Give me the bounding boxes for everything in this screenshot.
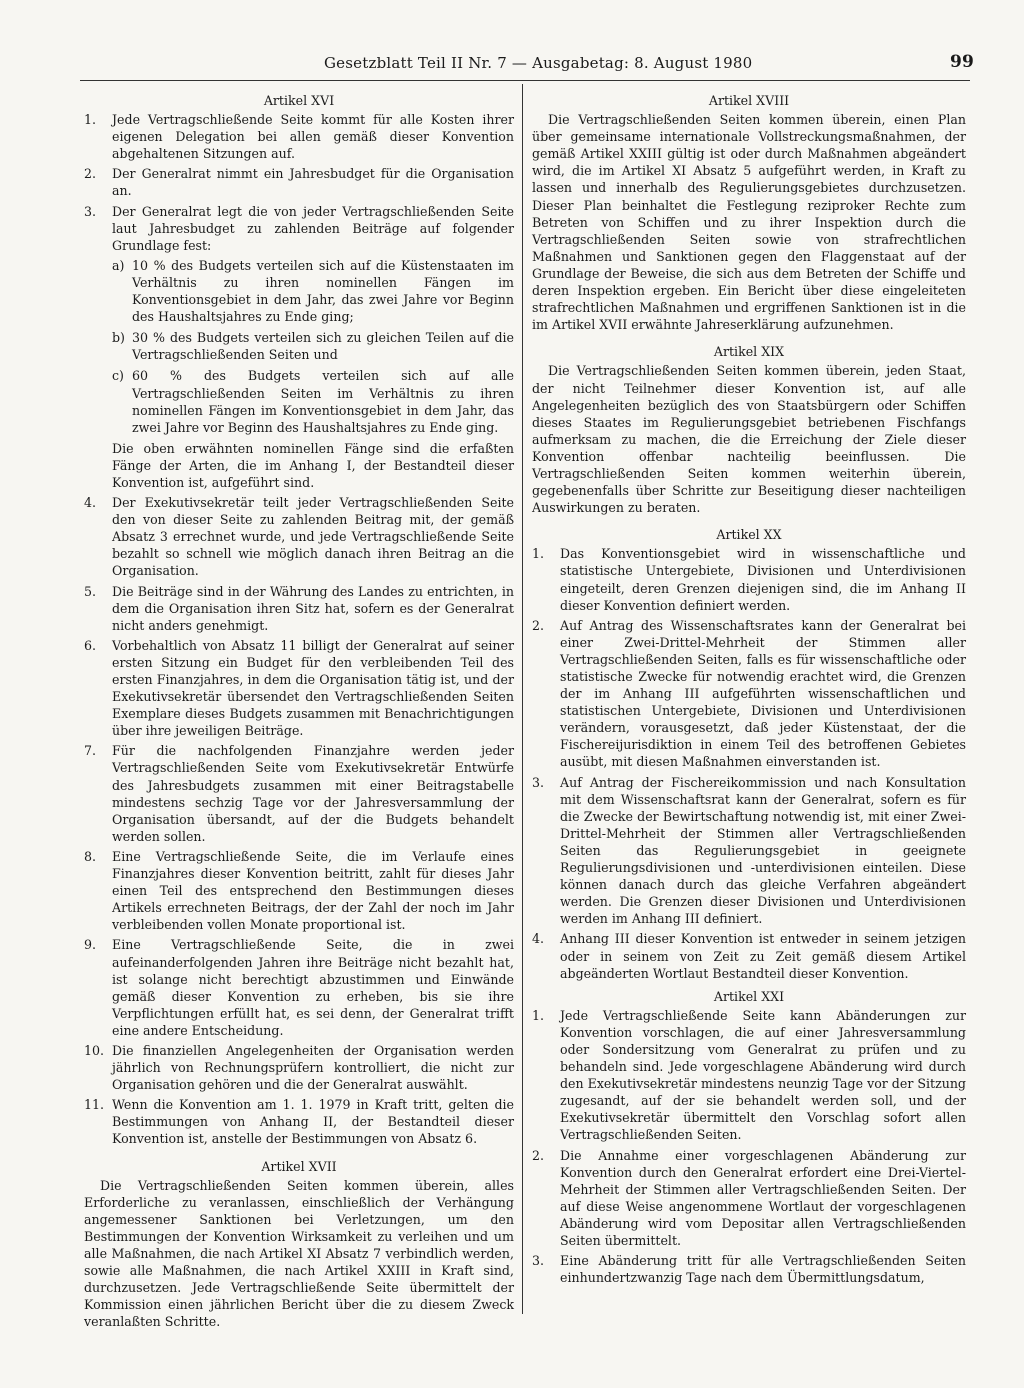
item-number: 4. — [84, 495, 97, 511]
item-text: Eine Vertragschließende Seite, die in zwei aufeinanderfolgenden Jahren ihre Beiträge nicht bezahlt hat, ist solange nicht berechtigt abzustimmen und Einwände gemäß dieser Konvention zu erheben, bis sie ihre Verpflichtungen erfüllt hat, es sei denn, der Generalrat trifft eine andere Entscheidung. — [112, 937, 514, 1038]
list-item — [84, 1096, 514, 1147]
sub-label: c) — [112, 368, 124, 384]
sub-item — [112, 367, 514, 435]
item-text: Das Konventionsgebiet wird in wissenschaftliche und statistische Untergebiete, Divisionen und Unterdivisionen eingeteilt, deren Grenzen diejenigen sind, die im Anhang II dieser Konvention definiert werden. — [560, 546, 966, 613]
item-text: Anhang III dieser Konvention ist entweder in seinem jetzigen oder in seinem von Zeit zu Zeit gemäß diesem Artikel abgeänderten Wortlaut Bestandteil dieser Konvention. — [560, 931, 966, 981]
item-number: 3. — [532, 774, 545, 790]
article-heading: Artikel XIX — [713, 344, 785, 360]
item-number: 8. — [84, 848, 97, 864]
item-number: 3. — [84, 203, 97, 219]
item-text: Auf Antrag des Wissenschaftsrates kann der Generalrat bei einer Zwei-Drittel-Mehrheit der Stimmen aller Vertragschließenden Seiten, falls es für wissenschaftliche oder statistische Zwecke für notwendig erachtet wird, die Grenzen der im Anhang III aufgeführten wissenschaftlichen und statistischen Untergebiete, Divisionen und Unterdivisionen verändern, vorausgesetzt, daß jeder Küstenstaat, der die Fischereijurisdiktion in einem Teil des betroffenen Gebietes ausübt, mit diesen Maßnahmen einverstanden ist. — [560, 617, 966, 770]
article-heading: Artikel XXI — [713, 988, 785, 1004]
right-column — [532, 88, 966, 1289]
item-text: Der Exekutivsekretär teilt jeder Vertragschließenden Seite den von dieser Seite zu zahlenden Beitrag mit, der gemäß Absatz 3 errechnet wurde, und jede Vertragschließende Seite bezahlt so schnell wie möglich danach ihren Beitrag an die Organisation. — [112, 495, 514, 579]
item-text: Die Annahme einer vorgeschlagenen Abänderung zur Konvention durch den Generalrat erfordert eine Drei-Viertel-Mehrheit der Stimmen aller Vertragschließenden Seiten. Der auf diese Weise angenommene Wortlaut der vorgeschlagenen Abänderung wird vom Depositar allen Vertragschließenden Seiten übermittelt. — [560, 1147, 966, 1248]
page-header — [300, 50, 1000, 80]
sub-item — [112, 257, 514, 325]
list-item — [84, 203, 514, 254]
note-paragraph: Die oben erwähnten nominellen Fänge sind die erfaßten Fänge der Arten, die im Anhang I, der Bestandteil dieser Konvention ist, aufgeführt sind. — [112, 440, 514, 490]
sub-text: 10 % des Budgets verteilen sich auf die Küstenstaaten im Verhältnis zu ihren nominellen Fängen im Konventionsgebiet in dem Jahr, das zwei Jahre vor Beginn des Haushaltsjahres zu Ende ging; — [132, 257, 514, 325]
sub-text: 60 % des Budgets verteilen sich auf alle Vertragschließenden Seiten im Verhältnis zu ihren nominellen Fängen im Konventionsgebiet in dem Jahr, das zwei Jahre vor Beginn des Haushaltsjahres zu Ende ging. — [132, 368, 514, 435]
item-number: 3. — [532, 1253, 545, 1269]
item-number: 5. — [84, 583, 97, 599]
item-number: 2. — [532, 617, 545, 633]
article-heading: Artikel XX — [716, 527, 782, 543]
article-body: Die Vertragschließenden Seiten kommen überein, einen Plan über gemeinsame internationale Vollstreckungsmaßnahmen, der gemäß Artikel XXIII gültig ist oder durch Maßnahmen abgeändert wird, die im Artikel XI Absatz 5 aufgeführt werden, in Kraft zu lassen und innerhalb des Regulierungsgebietes durchzusetzen. Dieser Plan beinhaltet die Festlegung reziproker Rechte zum Betreten von Schiffen und zu ihrer Inspektion durch die Vertragschließenden Seiten sowie von strafrechtlichen Maßnahmen und Sanktionen gegen den Flaggenstaat auf der Grundlage der Beweise, die sich aus dem Betreten der Schiffe und deren Inspektion ergeben. Ein Bericht über diese eingeleiteten strafrechtlichen Maßnahmen und ergriffenen Sanktionen ist in die im Artikel XVII erwähnte Jahreserklärung aufzunehmen. — [532, 112, 966, 333]
article-body: Die Vertragschließenden Seiten kommen überein, jeden Staat, der nicht Teilnehmer dieser Konvention ist, auf alle Angelegenheiten bezüglich des von Staatsbürgern oder Schiffen dieses Staates im Regulierungsgebiet betriebenen Fischfangs aufmerksam zu machen, die die Erreichung der Ziele dieser Konvention offenbar nachteilig beeinflussen. Die Vertragschließenden Seiten kommen weiterhin überein, gegebenenfalls über Schritte zur Beseitigung dieser nachteiligen Auswirkungen zu beraten. — [532, 363, 966, 516]
list-item — [84, 848, 514, 933]
item-number: 1. — [532, 1007, 545, 1023]
sub-label: a) — [112, 257, 125, 273]
list-item — [84, 111, 514, 162]
item-text: Der Generalrat nimmt ein Jahresbudget für die Organisation an. — [112, 166, 514, 199]
item-number: 6. — [84, 637, 97, 653]
header-rule — [80, 80, 970, 81]
item-text: Vorbehaltlich von Absatz 11 billigt der Generalrat auf seiner ersten Sitzung ein Budget für den verbleibenden Teil des ersten Finanzjahres, in dem die Organisation tätig ist, und der Exekutivsekretär übersendet den Vertragschließenden Seiten Exemplare dieses Budgets zusammen mit Benachrichtigungen über ihre jeweiligen Beiträge. — [112, 637, 514, 739]
list-item — [532, 930, 966, 981]
left-column — [84, 88, 514, 1333]
article-body: Die Vertragschließenden Seiten kommen überein, alles Erforderliche zu veranlassen, einschließlich der Verhängung angemessener Sanktionen bei Verletzungen, um den Bestimmungen der Konvention Wirksamkeit zu verleihen und um alle Maßnahmen, die nach Artikel XI Absatz 7 verbindlich werden, sowie alle Maßnahmen, die nach Artikel XXIII in Kraft sind, durchzusetzen. Jede Vertragschließende Seite übermittelt der Kommission einen jährlichen Bericht über die zu diesem Zweck veranlaßten Schritte. — [84, 1177, 514, 1330]
article-heading: Artikel XVIII — [708, 93, 790, 108]
list-item — [532, 545, 966, 613]
list-item — [84, 637, 514, 740]
page-number: 99 — [950, 52, 975, 72]
list-item — [84, 494, 514, 579]
article-heading: Artikel XVI — [263, 93, 335, 108]
item-text: Für die nachfolgenden Finanzjahre werden jeder Vertragschließenden Seite vom Exekutivsekretär Entwürfe des Jahresbudgets zusammen mit einer Beitragstabelle mindestens sechzig Tage vor der Jahresversammlung der Organisation übersandt, auf der die Budgets behandelt werden sollen. — [112, 743, 514, 844]
sub-label: b) — [112, 330, 125, 346]
list-item — [84, 165, 514, 199]
item-text: Wenn die Konvention am 1. 1. 1979 in Kraft tritt, gelten die Bestimmungen von Anhang II, der Bestandteil dieser Konvention ist, anstelle der Bestimmungen von Absatz 6. — [112, 1097, 514, 1147]
list-item — [532, 774, 966, 928]
item-text: Jede Vertragschließende Seite kommt für alle Kosten ihrer eigenen Delegation bei allen gemäß dieser Konvention abgehaltenen Sitzungen auf. — [112, 112, 514, 162]
item-number: 2. — [532, 1147, 545, 1163]
list-item — [532, 1252, 966, 1286]
sub-item — [112, 329, 514, 363]
item-number: 1. — [84, 112, 97, 128]
item-text: Eine Abänderung tritt für alle Vertragschließenden Seiten einhundertzwanzig Tage nach dem Übermittlungsdatum, — [560, 1253, 966, 1286]
item-text: Die finanziellen Angelegenheiten der Organisation werden jährlich von Rechnungsprüfern kontrolliert, die nicht zur Organisation gehören und die der Generalrat auswählt. — [112, 1042, 514, 1093]
list-item — [532, 617, 966, 771]
column-divider — [522, 84, 523, 1314]
item-text: Der Generalrat legt die von jeder Vertragschließenden Seite laut Jahresbudget zu zahlenden Beiträge auf folgender Grundlage fest: — [112, 203, 514, 253]
sub-text: 30 % des Budgets verteilen sich zu gleichen Teilen auf die Vertragschließenden Seiten und — [132, 330, 514, 363]
list-item — [84, 742, 514, 845]
item-number: 10. — [84, 1042, 105, 1058]
list-item — [532, 1007, 966, 1144]
item-text: Die Beiträge sind in der Währung des Landes zu entrichten, in dem die Organisation ihren Sitz hat, sofern es der Generalrat nicht anders genehmigt. — [112, 583, 514, 633]
item-number: 7. — [84, 743, 97, 759]
item-number: 2. — [84, 166, 97, 182]
item-text: Auf Antrag der Fischereikommission und nach Konsultation mit dem Wissenschaftsrat kann der Generalrat, sofern es für die Zwecke der Bewirtschaftung notwendig ist, mit einer Zwei-Drittel-Mehrheit der Stimmen aller Vertragschließenden Seiten das Regulierungsgebiet in geeignete Regulierungsdivisionen und -unterdivisionen einteilen. Diese können danach durch das gleiche Verfahren abgeändert werden. Die Grenzen dieser Divisionen und Unterdivisionen werden im Anhang III definiert. — [560, 774, 966, 927]
item-number: 9. — [84, 937, 97, 953]
list-item — [84, 583, 514, 634]
list-item — [84, 936, 514, 1039]
list-item — [532, 1147, 966, 1250]
list-item — [84, 1042, 514, 1093]
header-title: Gesetzblatt Teil II Nr. 7 — Ausgabetag: 8. August 1980 — [324, 54, 753, 72]
item-number: 11. — [84, 1097, 105, 1113]
item-number: 4. — [532, 931, 545, 947]
article-heading: Artikel XVII — [261, 1158, 337, 1174]
item-number: 1. — [532, 546, 545, 562]
item-text: Eine Vertragschließende Seite, die im Verlaufe eines Finanzjahres dieser Konvention beitritt, zahlt für dieses Jahr einen Teil des entsprechend den Bestimmungen dieses Artikels errechneten Beitrags, der der Zahl der noch im Jahr verbleibenden vollen Monate proportional ist. — [112, 848, 514, 933]
item-text: Jede Vertragschließende Seite kann Abänderungen zur Konvention vorschlagen, die auf einer Jahresversammlung oder Sondersitzung vom Generalrat zu prüfen und zu behandeln sind. Jede vorgeschlagene Abänderung wird durch den Exekutivsekretär mindestens neunzig Tage vor der Sitzung zugesandt, auf der sie behandelt werden soll, und der Exekutivsekretär übermittelt den Vorschlag sofort allen Vertragschließenden Seiten. — [560, 1007, 966, 1143]
